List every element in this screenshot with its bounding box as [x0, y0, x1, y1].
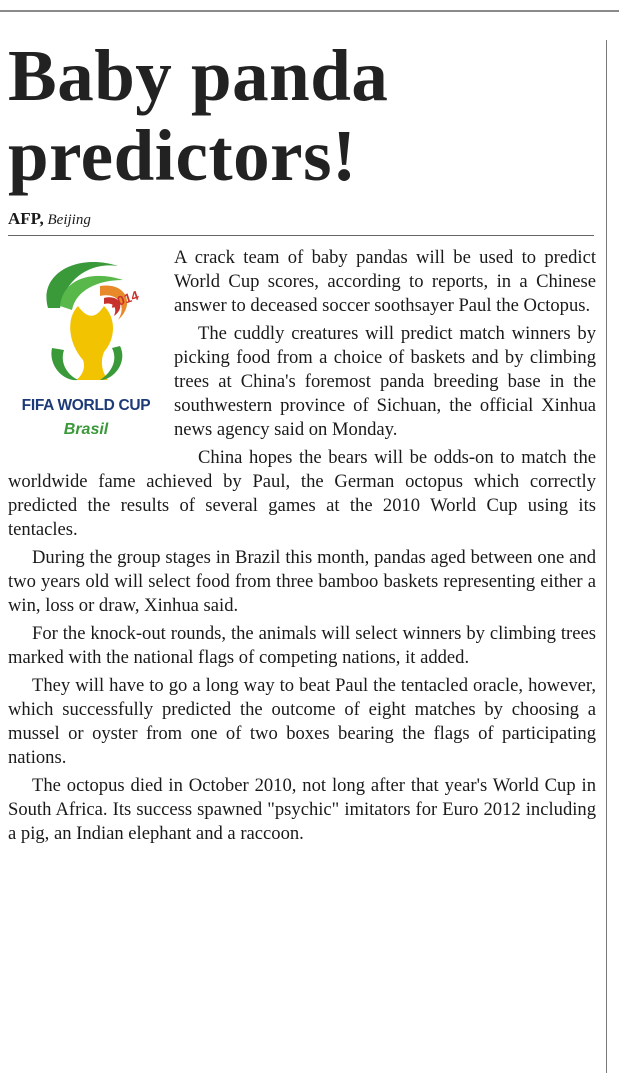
logo-line-2: Brasil: [63, 421, 109, 438]
top-rule: [0, 10, 619, 12]
column-rule: [606, 40, 607, 1073]
byline-rule: [8, 235, 594, 236]
paragraph: A crack team of baby pandas will be used to predict World Cup scores, according to reports, in a Chinese answer to deceased soccer soothsayer Paul the Octopus.: [174, 247, 596, 316]
paragraph: China hopes the bears will be odds-on to match the worldwide fame achieved by Paul, the German octopus which correctly predicted the results of several games at the 2010 World Cup using its tentacles.: [8, 447, 596, 540]
article: [8, 36, 596, 850]
article-body: [8, 246, 596, 846]
logo-line-1: FIFA WORLD CUP: [21, 397, 151, 414]
paragraph: The cuddly creatures will predict match winners by picking food from a choice of baskets and by climbing trees at China's foremost panda breeding base in the southwestern province of Sichuan, the official Xinhua news agency said on Monday.: [174, 323, 596, 440]
byline-city: Beijing: [47, 212, 91, 228]
logo-wordmark: [8, 394, 164, 442]
byline-source: AFP,: [8, 209, 44, 228]
byline: [8, 210, 596, 229]
paragraph: For the knock-out rounds, the animals will select winners by climbing trees marked with the national flags of competing nations, it added.: [8, 623, 596, 668]
trophy-hands-icon: [8, 248, 164, 388]
logo-year: 2014: [108, 287, 141, 311]
headline: Baby panda predictors!: [8, 35, 389, 196]
paragraph: They will have to go a long way to beat Paul the tentacled oracle, however, which successfully predicted the outcome of eight matches by choosing a mussel or oyster from one of two boxes bearing the flags of participating nations.: [8, 675, 596, 768]
paragraph: The octopus died in October 2010, not long after that year's World Cup in South Africa. Its success spawned "psychic" imitators for Euro 2012 including a pig, an Indian elephant and a raccoon.: [8, 775, 596, 844]
paragraph: During the group stages in Brazil this month, pandas aged between one and two years old will select food from three bamboo baskets representing either a win, loss or draw, Xinhua said.: [8, 547, 596, 616]
world-cup-logo: [8, 248, 166, 458]
